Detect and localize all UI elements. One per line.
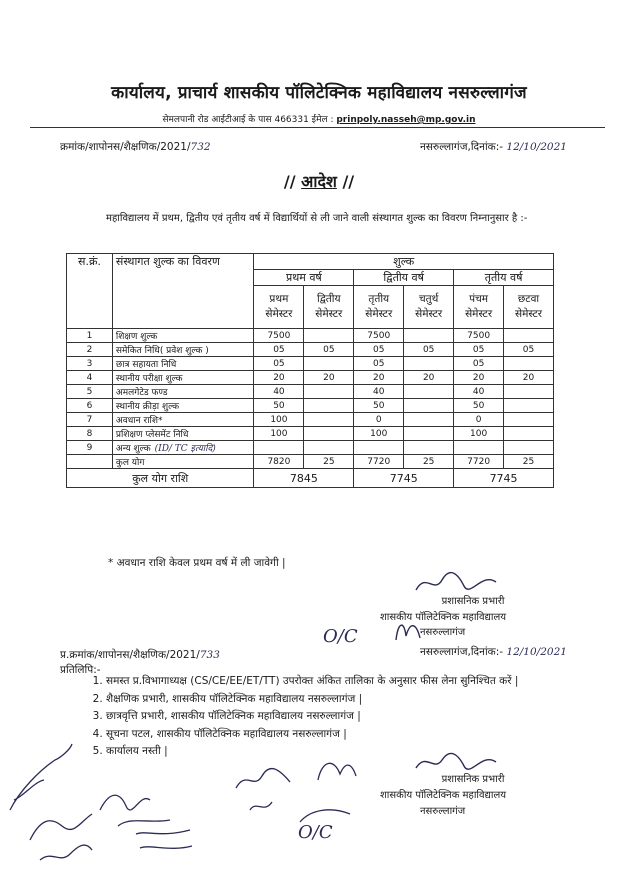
fee-cell: 7500: [354, 329, 404, 343]
signature-role: प्रशासनिक प्रभारी: [441, 774, 505, 785]
fee-cell: [404, 329, 454, 343]
fee-cell: [404, 399, 454, 413]
year-2: द्वितीय वर्ष: [354, 270, 454, 286]
sum-cell: 7820: [254, 455, 304, 469]
col-description: संस्थागत शुल्क का विवरण: [112, 254, 254, 329]
fee-table: [66, 253, 554, 488]
fee-cell: [504, 329, 554, 343]
order-date: [420, 140, 567, 154]
row-description-text: समेकित निधि( प्रवेश शुल्क ): [115, 346, 209, 356]
fee-cell: 05: [304, 343, 354, 357]
semester-4: चतुर्थ सेमेस्टर: [404, 286, 454, 329]
fee-cell: 0: [354, 413, 404, 427]
fee-cell: 20: [504, 371, 554, 385]
row-description: [112, 329, 254, 343]
table-row: [67, 385, 554, 399]
fee-cell: 05: [504, 343, 554, 357]
fee-cell: [304, 357, 354, 371]
fee-cell: 50: [354, 399, 404, 413]
oc-mark: O/C: [323, 626, 358, 647]
row-description-text: अन्य शुल्क: [115, 444, 151, 454]
receipt-signatures: [0, 730, 360, 878]
row-description-text: स्थानीय क्रीड़ा शुल्क: [115, 402, 180, 412]
copy-date: [420, 645, 567, 659]
fee-cell: [304, 329, 354, 343]
col-fee: शुल्क: [254, 254, 554, 270]
fee-cell: [304, 385, 354, 399]
row-description: [112, 427, 254, 441]
office-title: कार्यालय, प्राचार्य शासकीय पॉलिटेक्निक महाविद्यालय नसरुल्लागंज: [111, 83, 527, 103]
sum-cell: 7720: [354, 455, 404, 469]
fee-cell: 05: [454, 343, 504, 357]
fee-cell: [404, 427, 454, 441]
copy-reference-number: प्र.क्रमांक/शापोनस/शैक्षणिक/2021/: [60, 649, 200, 661]
fee-cell: [404, 441, 454, 455]
total-row: [67, 469, 554, 488]
signature-role: प्रशासनिक प्रभारी: [441, 596, 505, 607]
order-reference: [60, 140, 211, 154]
copy-place-date-label: नसरुल्लागंज,दिनांक:-: [420, 646, 504, 658]
semester-1: प्रथम सेमेस्टर: [254, 286, 304, 329]
row-description: [112, 399, 254, 413]
table-row: [67, 427, 554, 441]
reference-number-handwritten: 732: [190, 141, 211, 153]
total-year-1: 7845: [254, 469, 354, 488]
table-row: [67, 357, 554, 371]
row-serial: 2: [67, 343, 113, 357]
sum-row: [67, 455, 554, 469]
row-description-text: छात्र सहायता निधि: [115, 360, 177, 370]
fee-cell: 100: [254, 427, 304, 441]
fee-cell: [504, 427, 554, 441]
total-label: कुल योग राशि: [67, 469, 254, 488]
fee-cell: [504, 399, 554, 413]
intro-paragraph: महाविद्यालय में प्रथम, द्वितीय एवं तृतीय वर्ष में विद्यार्थियों से ली जाने वाली संस्थागत शुल्क का विवरण निम्नानुसार है :-: [106, 213, 528, 224]
footnote: * अवधान राशि केवल प्रथम वर्ष में ली जावेगी |: [108, 557, 286, 569]
row-description-text: अवधान राशि*: [115, 416, 163, 426]
fee-cell: 20: [254, 371, 304, 385]
fee-cell: 20: [304, 371, 354, 385]
row-description: [112, 357, 254, 371]
year-1: प्रथम वर्ष: [254, 270, 354, 286]
fee-cell: 40: [254, 385, 304, 399]
table-row: [67, 441, 554, 455]
table-row: [67, 399, 554, 413]
copy-item: 5. कार्यालय नस्ती |: [106, 743, 586, 761]
row-serial: 4: [67, 371, 113, 385]
fee-cell: 05: [454, 357, 504, 371]
sum-cell: 25: [304, 455, 354, 469]
fee-cell: 0: [454, 413, 504, 427]
reference-number: क्रमांक/शापोनस/शैक्षणिक/2021/: [60, 141, 191, 153]
fee-cell: 05: [254, 343, 304, 357]
fee-cell: 7500: [254, 329, 304, 343]
row-description-text: शिक्षण शुल्क: [115, 332, 158, 342]
order-title-pre: //: [283, 172, 296, 191]
row-description: [112, 343, 254, 357]
copy-label: प्रतिलिपि:-: [60, 664, 101, 676]
order-title-word: आदेश: [301, 172, 337, 191]
fee-cell: [404, 413, 454, 427]
fee-cell: 05: [354, 343, 404, 357]
fee-cell: [404, 385, 454, 399]
signature-place: नसरुल्लागंज: [420, 627, 466, 638]
total-year-3: 7745: [454, 469, 554, 488]
fee-cell: [454, 441, 504, 455]
copy-item: 2. शैक्षणिक प्रभारी, शासकीय पॉलिटेक्निक महाविद्यालय नसरुल्लागंज |: [106, 691, 586, 709]
year-3: तृतीय वर्ष: [454, 270, 554, 286]
sum-cell: 7720: [454, 455, 504, 469]
signature-org: शासकीय पॉलिटेक्निक महाविद्यालय: [380, 612, 507, 623]
row-description-text: अमलगेटेड फण्ड: [115, 388, 168, 398]
row-serial: 1: [67, 329, 113, 343]
row-serial: 7: [67, 413, 113, 427]
header-divider: [30, 127, 605, 128]
fee-cell: [404, 357, 454, 371]
row-serial: 3: [67, 357, 113, 371]
copy-reference-number-handwritten: 733: [199, 649, 220, 661]
fee-cell: 100: [354, 427, 404, 441]
signature-place: नसरुल्लागंज: [420, 806, 466, 817]
fee-cell: [504, 441, 554, 455]
place-date-label: नसरुल्लागंज,दिनांक:-: [420, 141, 504, 153]
fee-cell: [304, 399, 354, 413]
fee-cell: [304, 413, 354, 427]
fee-cell: 100: [454, 427, 504, 441]
row-description: [112, 371, 254, 385]
date-handwritten: 12/10/2021: [506, 141, 567, 153]
oc-mark: O/C: [298, 822, 333, 843]
fee-cell: 7500: [454, 329, 504, 343]
copy-item: 1. समस्त प्र.विभागाध्यक्ष (CS/CE/EE/ET/TT) उपरोक्त अंकित तालिका के अनुसार फीस लेना सुनिश्चित करें |: [106, 673, 586, 691]
sum-label: कुल योग: [112, 455, 254, 469]
row-description: [112, 413, 254, 427]
total-year-2: 7745: [354, 469, 454, 488]
table-row: [67, 329, 554, 343]
row-serial: 8: [67, 427, 113, 441]
copy-item: 3. छात्रवृत्ति प्रभारी, शासकीय पॉलिटेक्निक महाविद्यालय नसरुल्लागंज |: [106, 708, 586, 726]
copy-reference: [60, 648, 220, 662]
fee-cell: [504, 357, 554, 371]
fee-cell: [354, 441, 404, 455]
semester-2: द्वितीय सेमेस्टर: [304, 286, 354, 329]
semester-3: तृतीय सेमेस्टर: [354, 286, 404, 329]
address-text: सेमलपानी रोड आईटीआई के पास 466331 ईमेल :: [162, 115, 334, 125]
table-row: [67, 371, 554, 385]
order-title: [0, 170, 638, 192]
fee-cell: 40: [354, 385, 404, 399]
row-description-text: स्थानीय परीक्षा शुल्क: [115, 374, 183, 384]
table-row: [67, 413, 554, 427]
row-serial: 9: [67, 441, 113, 455]
fee-cell: 20: [354, 371, 404, 385]
row-description-handwritten: (ID/ TC इत्यादि): [154, 444, 216, 454]
fee-cell: 05: [404, 343, 454, 357]
fee-cell: 100: [254, 413, 304, 427]
signature-org: शासकीय पॉलिटेक्निक महाविद्यालय: [380, 790, 507, 801]
row-serial: 6: [67, 399, 113, 413]
fee-cell: [504, 385, 554, 399]
fee-cell: 50: [254, 399, 304, 413]
semester-6: छटवा सेमेस्टर: [504, 286, 554, 329]
col-serial: स.क्रं.: [67, 254, 113, 329]
copy-item: 4. सूचना पटल, शासकीय पॉलिटेक्निक महाविद्यालय नसरुल्लागंज |: [106, 726, 586, 744]
table-header-row: [67, 254, 554, 270]
fee-cell: 20: [454, 371, 504, 385]
fee-cell: [304, 427, 354, 441]
table-row: [67, 343, 554, 357]
order-title-post: //: [342, 172, 355, 191]
row-description: [112, 441, 254, 455]
fee-cell: [254, 441, 304, 455]
fee-cell: 20: [404, 371, 454, 385]
sum-cell: 25: [404, 455, 454, 469]
signature-initials: [390, 616, 430, 646]
office-address: [0, 112, 638, 125]
sum-cell: 25: [504, 455, 554, 469]
row-description-text: प्रशिक्षण प्लेसमेंट निधि: [115, 430, 189, 440]
row-serial: 5: [67, 385, 113, 399]
fee-cell: 50: [454, 399, 504, 413]
row-description: [112, 385, 254, 399]
fee-cell: 05: [254, 357, 304, 371]
fee-cell: 40: [454, 385, 504, 399]
copy-date-handwritten: 12/10/2021: [506, 646, 567, 658]
email-link[interactable]: prinpoly.nasseh@mp.gov.in: [336, 115, 476, 125]
fee-cell: [304, 441, 354, 455]
semester-5: पंचम सेमेस्टर: [454, 286, 504, 329]
fee-cell: [504, 413, 554, 427]
fee-cell: 05: [354, 357, 404, 371]
